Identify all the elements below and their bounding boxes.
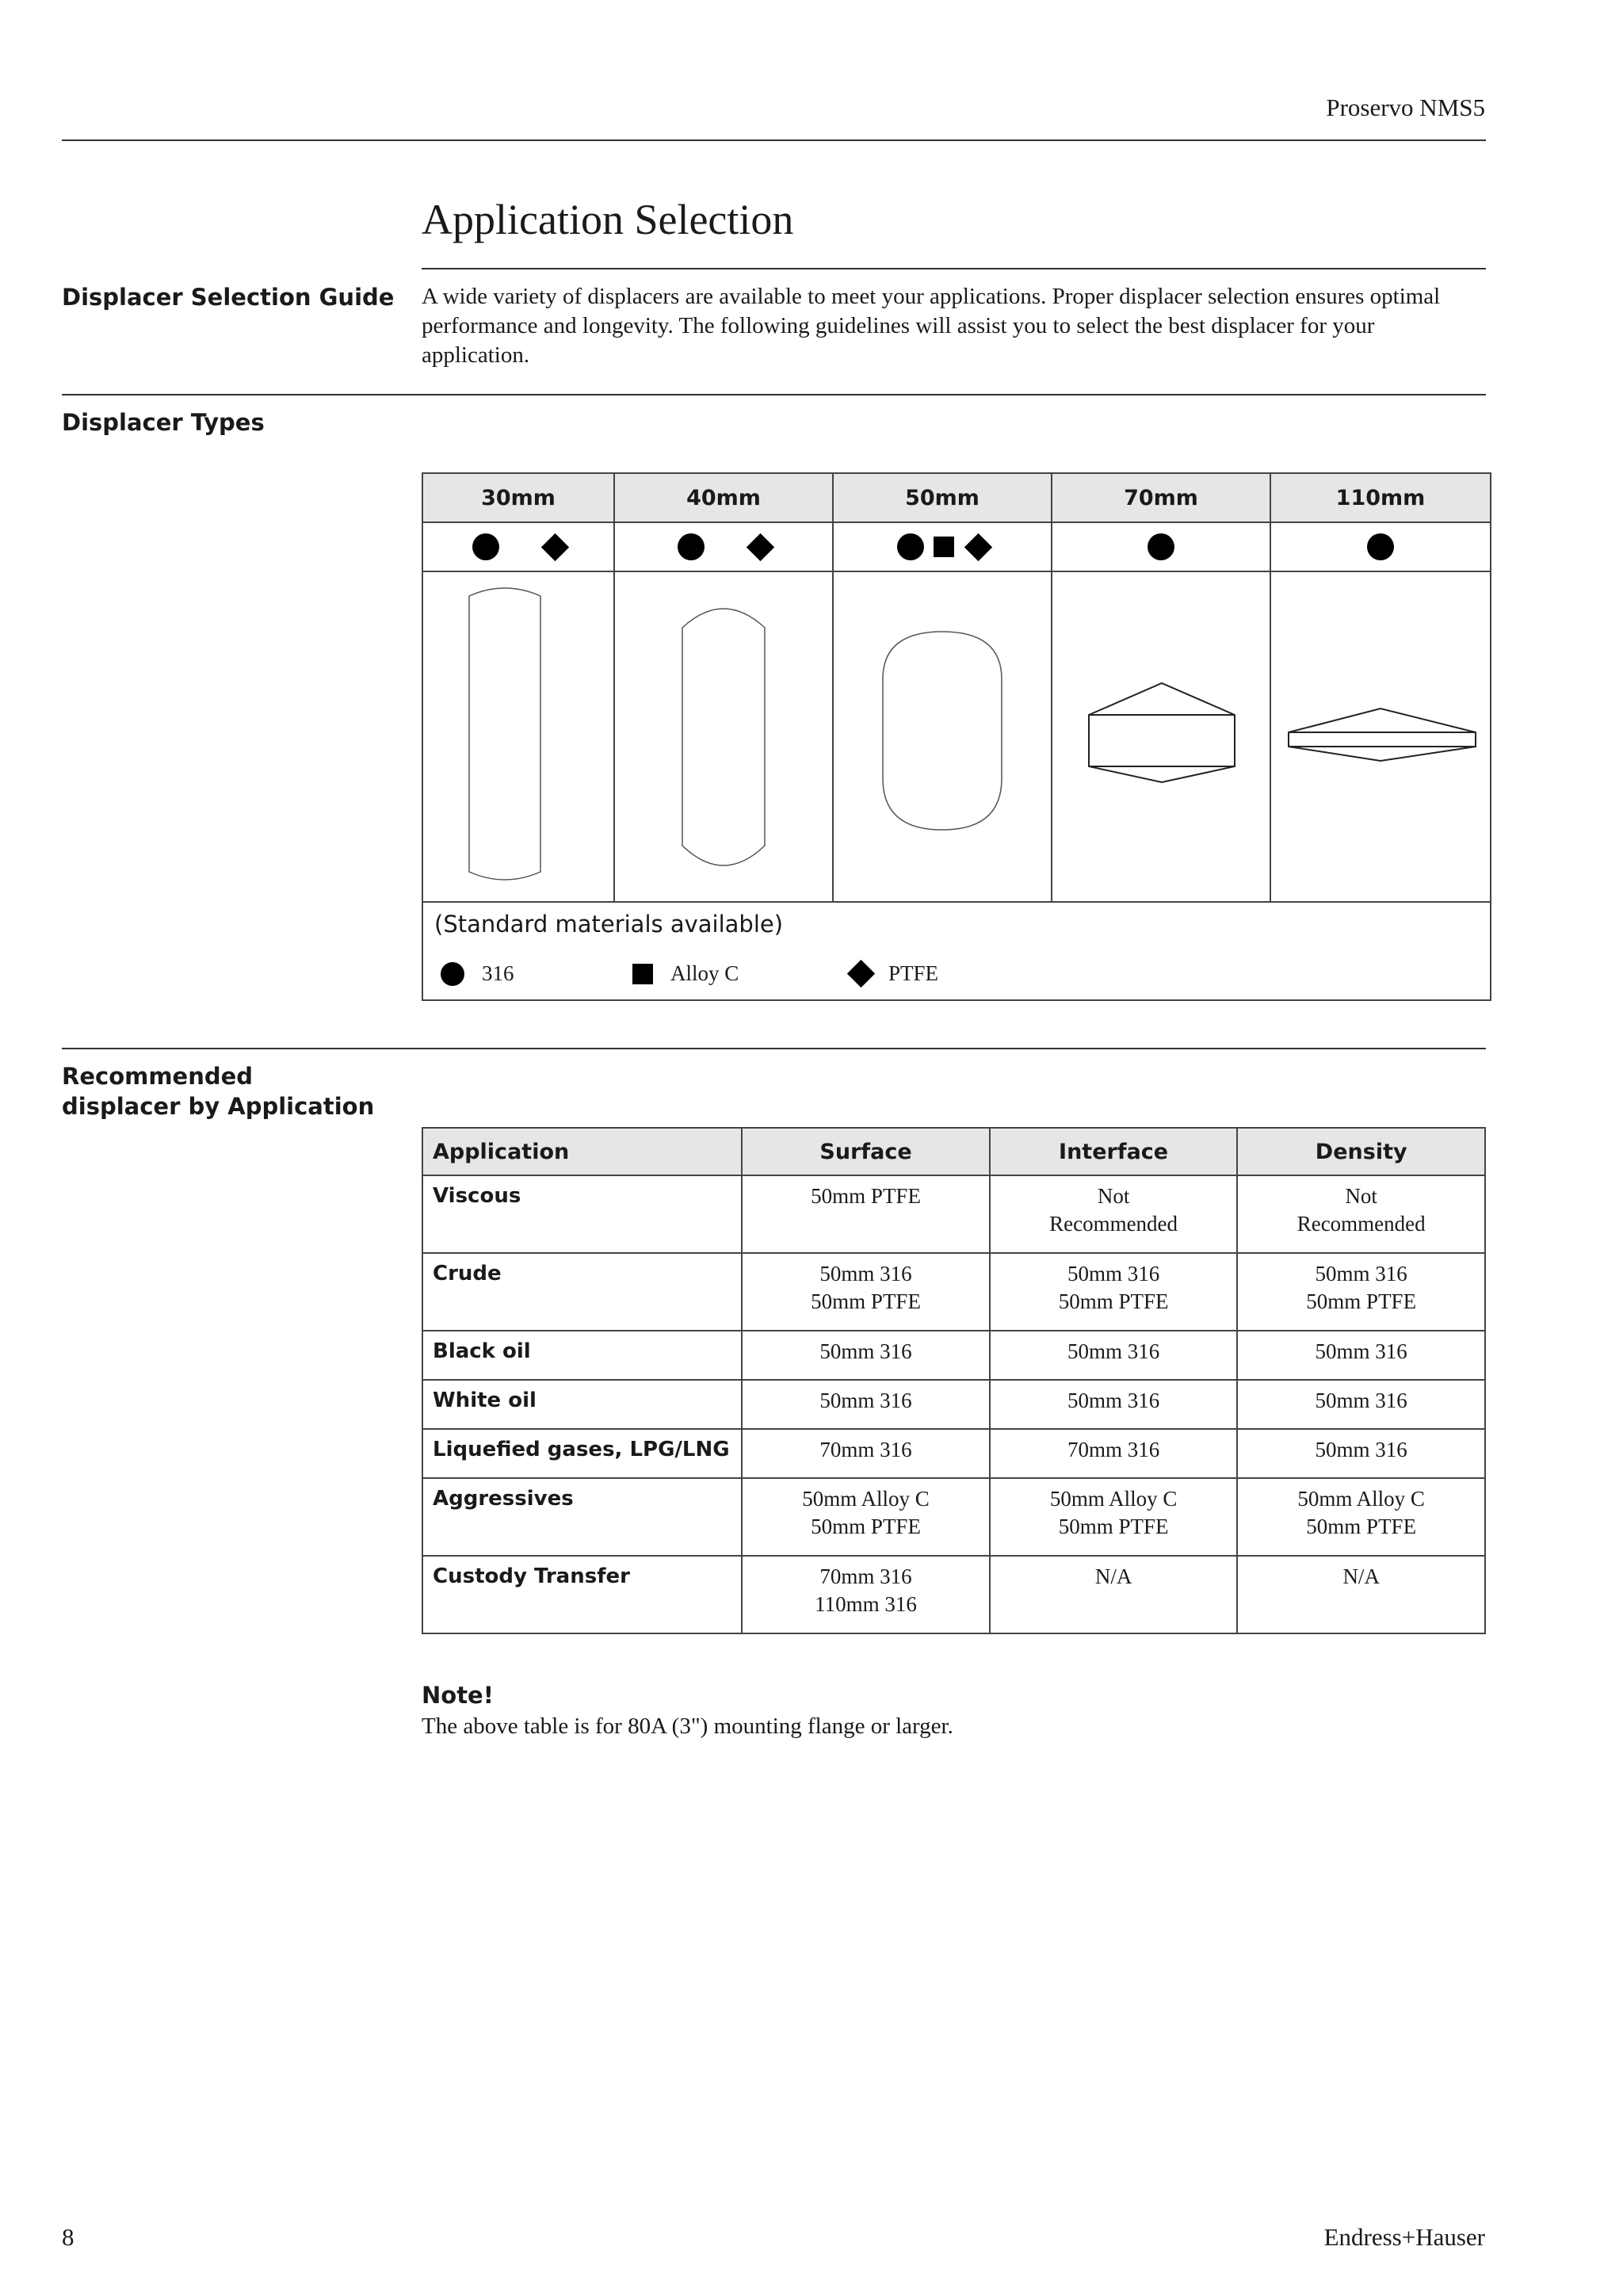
- size-header: 30mm: [422, 473, 614, 522]
- diamond-icon: [964, 533, 991, 560]
- surface-cell: 50mm PTFE: [742, 1175, 989, 1253]
- interface-cell: 50mm 316: [990, 1380, 1238, 1429]
- circle-icon: [1367, 533, 1394, 560]
- size-header: 110mm: [1270, 473, 1491, 522]
- interface-cell: 70mm 316: [990, 1429, 1238, 1478]
- interface-cell: 50mm 316 50mm PTFE: [990, 1253, 1238, 1331]
- size-header: 70mm: [1052, 473, 1270, 522]
- circle-icon: [441, 962, 464, 986]
- figure-50mm: [833, 571, 1052, 902]
- brand-name: Endress+Hauser: [1323, 2223, 1485, 2251]
- table-row: [422, 1429, 1485, 1478]
- table-row: [422, 1331, 1485, 1380]
- page-title: Application Selection: [422, 196, 794, 243]
- displacer-30mm-drawing: [423, 572, 613, 897]
- application-cell: Custody Transfer: [422, 1556, 742, 1633]
- figure-70mm: [1052, 571, 1270, 902]
- density-cell: Not Recommended: [1237, 1175, 1485, 1253]
- density-cell: 50mm 316: [1237, 1331, 1485, 1380]
- legend-title: (Standard materials available): [434, 911, 784, 938]
- title-divider: [422, 268, 1486, 269]
- header-divider: [62, 139, 1486, 141]
- materials-30mm: [422, 522, 614, 571]
- square-icon: [632, 964, 653, 984]
- recommended-label: Recommended displacer by Application: [62, 1063, 375, 1120]
- column-header: Density: [1237, 1128, 1485, 1175]
- interface-cell: Not Recommended: [990, 1175, 1238, 1253]
- surface-cell: 50mm 316: [742, 1380, 989, 1429]
- note-text: The above table is for 80A (3") mounting flange or larger.: [422, 1713, 953, 1739]
- note-title: Note!: [422, 1682, 494, 1709]
- materials-70mm: [1052, 522, 1270, 571]
- circle-icon: [897, 533, 924, 560]
- application-cell: White oil: [422, 1380, 742, 1429]
- surface-cell: 50mm Alloy C 50mm PTFE: [742, 1478, 989, 1556]
- table-row: [422, 1380, 1485, 1429]
- application-cell: Black oil: [422, 1331, 742, 1380]
- guide-label: Displacer Selection Guide: [62, 284, 395, 311]
- table-row: [422, 1556, 1485, 1633]
- table-row: [422, 1175, 1485, 1253]
- column-header: Surface: [742, 1128, 989, 1175]
- displacer-40mm-drawing: [615, 572, 832, 897]
- displacer-50mm-drawing: [834, 572, 1051, 897]
- figure-110mm: [1270, 571, 1491, 902]
- page-number: 8: [62, 2223, 74, 2251]
- application-cell: Viscous: [422, 1175, 742, 1253]
- circle-icon: [1148, 533, 1174, 560]
- displacer-types-table: [422, 472, 1491, 1001]
- diamond-icon: [847, 960, 875, 988]
- materials-50mm: [833, 522, 1052, 571]
- recommended-table: [422, 1127, 1486, 1634]
- displacer-110mm-drawing: [1271, 572, 1490, 897]
- legend-item-316: [441, 961, 514, 986]
- application-cell: Liquefied gases, LPG/LNG: [422, 1429, 742, 1478]
- figure-40mm: [614, 571, 833, 902]
- legend-item-ptfe: [851, 961, 938, 986]
- interface-cell: N/A: [990, 1556, 1238, 1633]
- column-header: Application: [422, 1128, 742, 1175]
- surface-cell: 70mm 316: [742, 1429, 989, 1478]
- size-header: 50mm: [833, 473, 1052, 522]
- density-cell: N/A: [1237, 1556, 1485, 1633]
- guide-divider: [62, 394, 1486, 395]
- density-cell: 50mm Alloy C 50mm PTFE: [1237, 1478, 1485, 1556]
- figure-30mm: [422, 571, 614, 902]
- materials-legend: [422, 902, 1491, 1000]
- application-cell: Aggressives: [422, 1478, 742, 1556]
- guide-text: A wide variety of displacers are available to meet your applications. Proper displacer selection ensures optimal performance and longevity. The following guidelines will assist you to select the best displacer for your application.: [422, 284, 1441, 368]
- header-product: Proservo NMS5: [1326, 94, 1485, 121]
- interface-cell: 50mm Alloy C 50mm PTFE: [990, 1478, 1238, 1556]
- legend-label: 316: [482, 961, 514, 985]
- diamond-icon: [540, 533, 568, 560]
- square-icon: [934, 537, 954, 557]
- interface-cell: 50mm 316: [990, 1331, 1238, 1380]
- diamond-icon: [746, 533, 773, 560]
- surface-cell: 50mm 316: [742, 1331, 989, 1380]
- types-label: Displacer Types: [62, 409, 265, 436]
- density-cell: 50mm 316: [1237, 1429, 1485, 1478]
- legend-label: Alloy C: [670, 961, 739, 985]
- surface-cell: 50mm 316 50mm PTFE: [742, 1253, 989, 1331]
- density-cell: 50mm 316: [1237, 1380, 1485, 1429]
- circle-icon: [472, 533, 499, 560]
- circle-icon: [678, 533, 705, 560]
- size-header: 40mm: [614, 473, 833, 522]
- surface-cell: 70mm 316 110mm 316: [742, 1556, 989, 1633]
- table-row: [422, 1478, 1485, 1556]
- types-divider: [62, 1048, 1486, 1049]
- density-cell: 50mm 316 50mm PTFE: [1237, 1253, 1485, 1331]
- table-row: [422, 1253, 1485, 1331]
- materials-110mm: [1270, 522, 1491, 571]
- application-cell: Crude: [422, 1253, 742, 1331]
- column-header: Interface: [990, 1128, 1238, 1175]
- legend-item-alloy-c: [632, 961, 739, 986]
- legend-label: PTFE: [888, 961, 939, 985]
- displacer-70mm-drawing: [1052, 572, 1270, 897]
- materials-40mm: [614, 522, 833, 571]
